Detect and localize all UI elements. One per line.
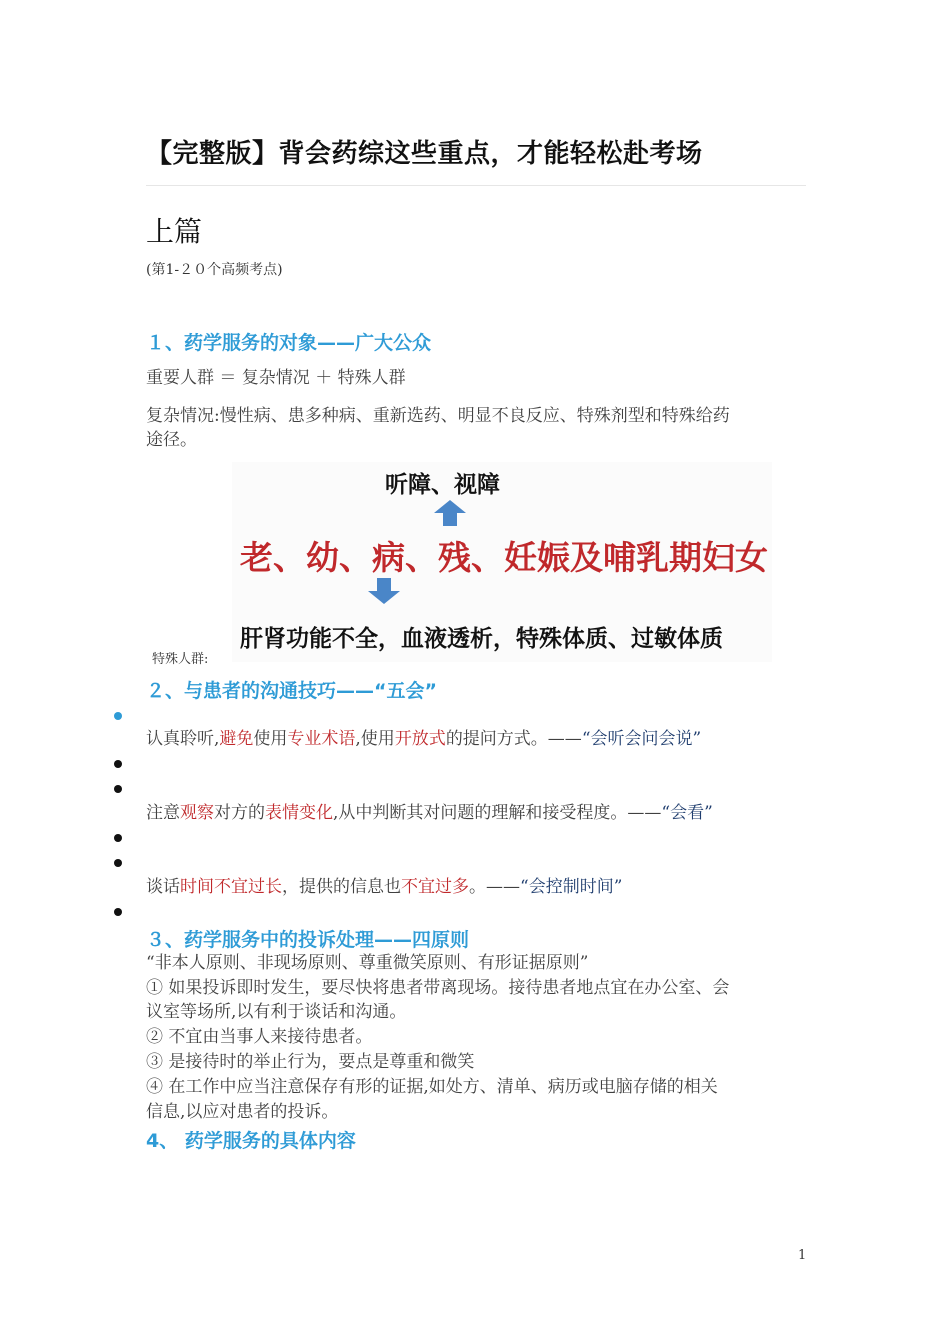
figure-bottom-text: 肝肾功能不全，血液透析，特殊体质、过敏体质 [240,625,723,652]
section-1-heading: １、药学服务的对象——广大公众 [146,332,432,354]
section-2-skill-2: 注意观察对方的表情变化,从中判断其对问题的理解和接受程度。——“会看” [146,803,713,823]
part-heading: 上篇 [146,215,203,248]
figure-top-text: 听障、视障 [385,471,500,498]
section-3-item-line: ③ 是接待时的举止行为，要点是尊重和微笑 [146,1052,475,1072]
figure-middle-text: 老、幼、病、残、妊娠及哺乳期妇女 [240,538,768,577]
section-3-item-line: ① 如果投诉即时发生，要尽快将患者带离现场。接待患者地点宜在办公室、会 [146,978,730,998]
section-4-heading: 4、 药学服务的具体内容 [146,1130,356,1152]
title-divider [146,185,806,186]
section-3-item-line: ④ 在工作中应当注意保存有形的证据,如处方、清单、病历或电脑存储的相关 [146,1077,718,1097]
part-subtitle: (第1-２０个高频考点) [146,262,283,278]
section-3-item-line: 议室等场所,以有利于谈话和沟通。 [146,1002,407,1022]
section-3-item-line: 信息,以应对患者的投诉。 [146,1102,339,1122]
section-2-skill-3: 谈话时间不宜过长，提供的信息也不宜过多。——“会控制时间” [146,877,623,897]
section-3-principles: “非本人原则、非现场原则、尊重微笑原则、有形证据原则” [146,953,589,973]
arrow-down-icon [366,576,402,606]
page-number: 1 [798,1248,807,1263]
section-2-skill-1: 认真聆听,避免使用专业术语,使用开放式的提问方式。——“会听会问会说” [146,729,702,749]
bullet-point [114,785,122,793]
section-1-complex-line-2: 途径。 [146,430,197,450]
section-1-formula: 重要人群 ＝ 复杂情况 ＋ 特殊人群 [146,368,406,388]
section-3-heading: ３、药学服务中的投诉处理——四原则 [146,929,470,951]
bullet-point [114,834,122,842]
arrow-up-icon [432,498,468,528]
figure-caption: 特殊人群: [152,652,209,667]
bullet-point [114,760,122,768]
section-2-heading: ２、与患者的沟通技巧——“五会” [146,680,437,702]
section-1-complex-line-1: 复杂情况:慢性病、患多种病、重新选药、明显不良反应、特殊剂型和特殊给药 [146,406,730,426]
section-3-item-line: ② 不宜由当事人来接待患者。 [146,1027,373,1047]
bullet-point [114,908,122,916]
bullet-point [114,712,122,720]
bullet-point [114,859,122,867]
document-title: 【完整版】背会药综这些重点，才能轻松赴考场 [146,139,703,169]
